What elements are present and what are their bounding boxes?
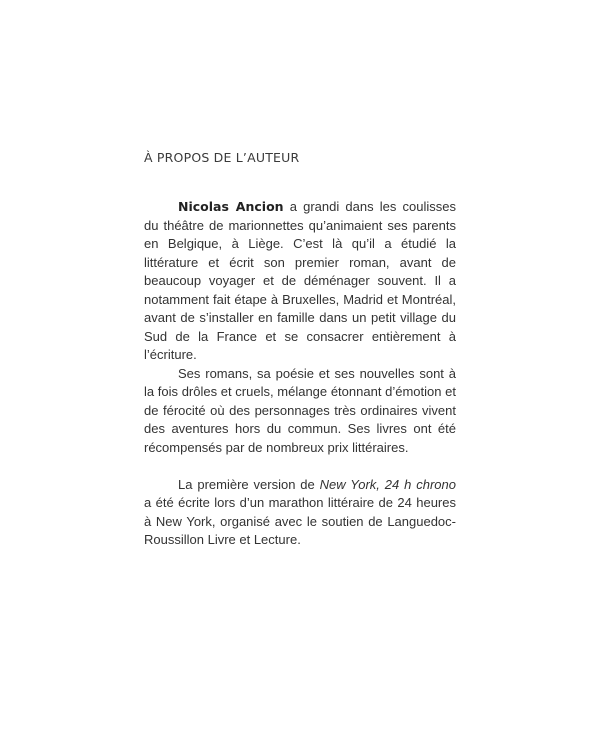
bio-paragraph-1-text: a grandi dans les coulisses du théâtre de marionnettes qu’animaient ses parents en Belgique, à Liège. C’est là qu’il a étudié la littérature et écrit son premier roman, avant de beaucoup voyager et de déménager souvent. Il a notamment fait étape à Bruxelles, Madrid et Montréal, avant de s’installer en famille dans un petit village du Sud de la France et se consacrer entièrement à l’écriture.	[144, 199, 456, 362]
edition-note-text: a été écrite lors d’un marathon littéraire de 24 heures à New York, organisé avec le soutien de Languedoc-Roussillon Livre et Lecture.	[144, 495, 456, 547]
bio-paragraph-2: Ses romans, sa poésie et ses nouvelles sont à la fois drôles et cruels, mélange étonnant d’émotion et de férocité où des personnages très ordinaires vivent des aventures hors du commun. Ses livres ont été récompensés par de nombreux prix littéraires.	[144, 365, 456, 455]
section-heading: À PROPOS DE L’AUTEUR	[144, 150, 300, 165]
book-title: New York, 24 h chrono	[319, 476, 456, 492]
edition-note-intro: La première version de	[178, 476, 320, 492]
edition-note	[144, 476, 456, 550]
author-bio	[144, 198, 456, 550]
author-name: Nicolas Ancion	[178, 199, 284, 214]
bio-paragraph-1	[144, 198, 456, 365]
